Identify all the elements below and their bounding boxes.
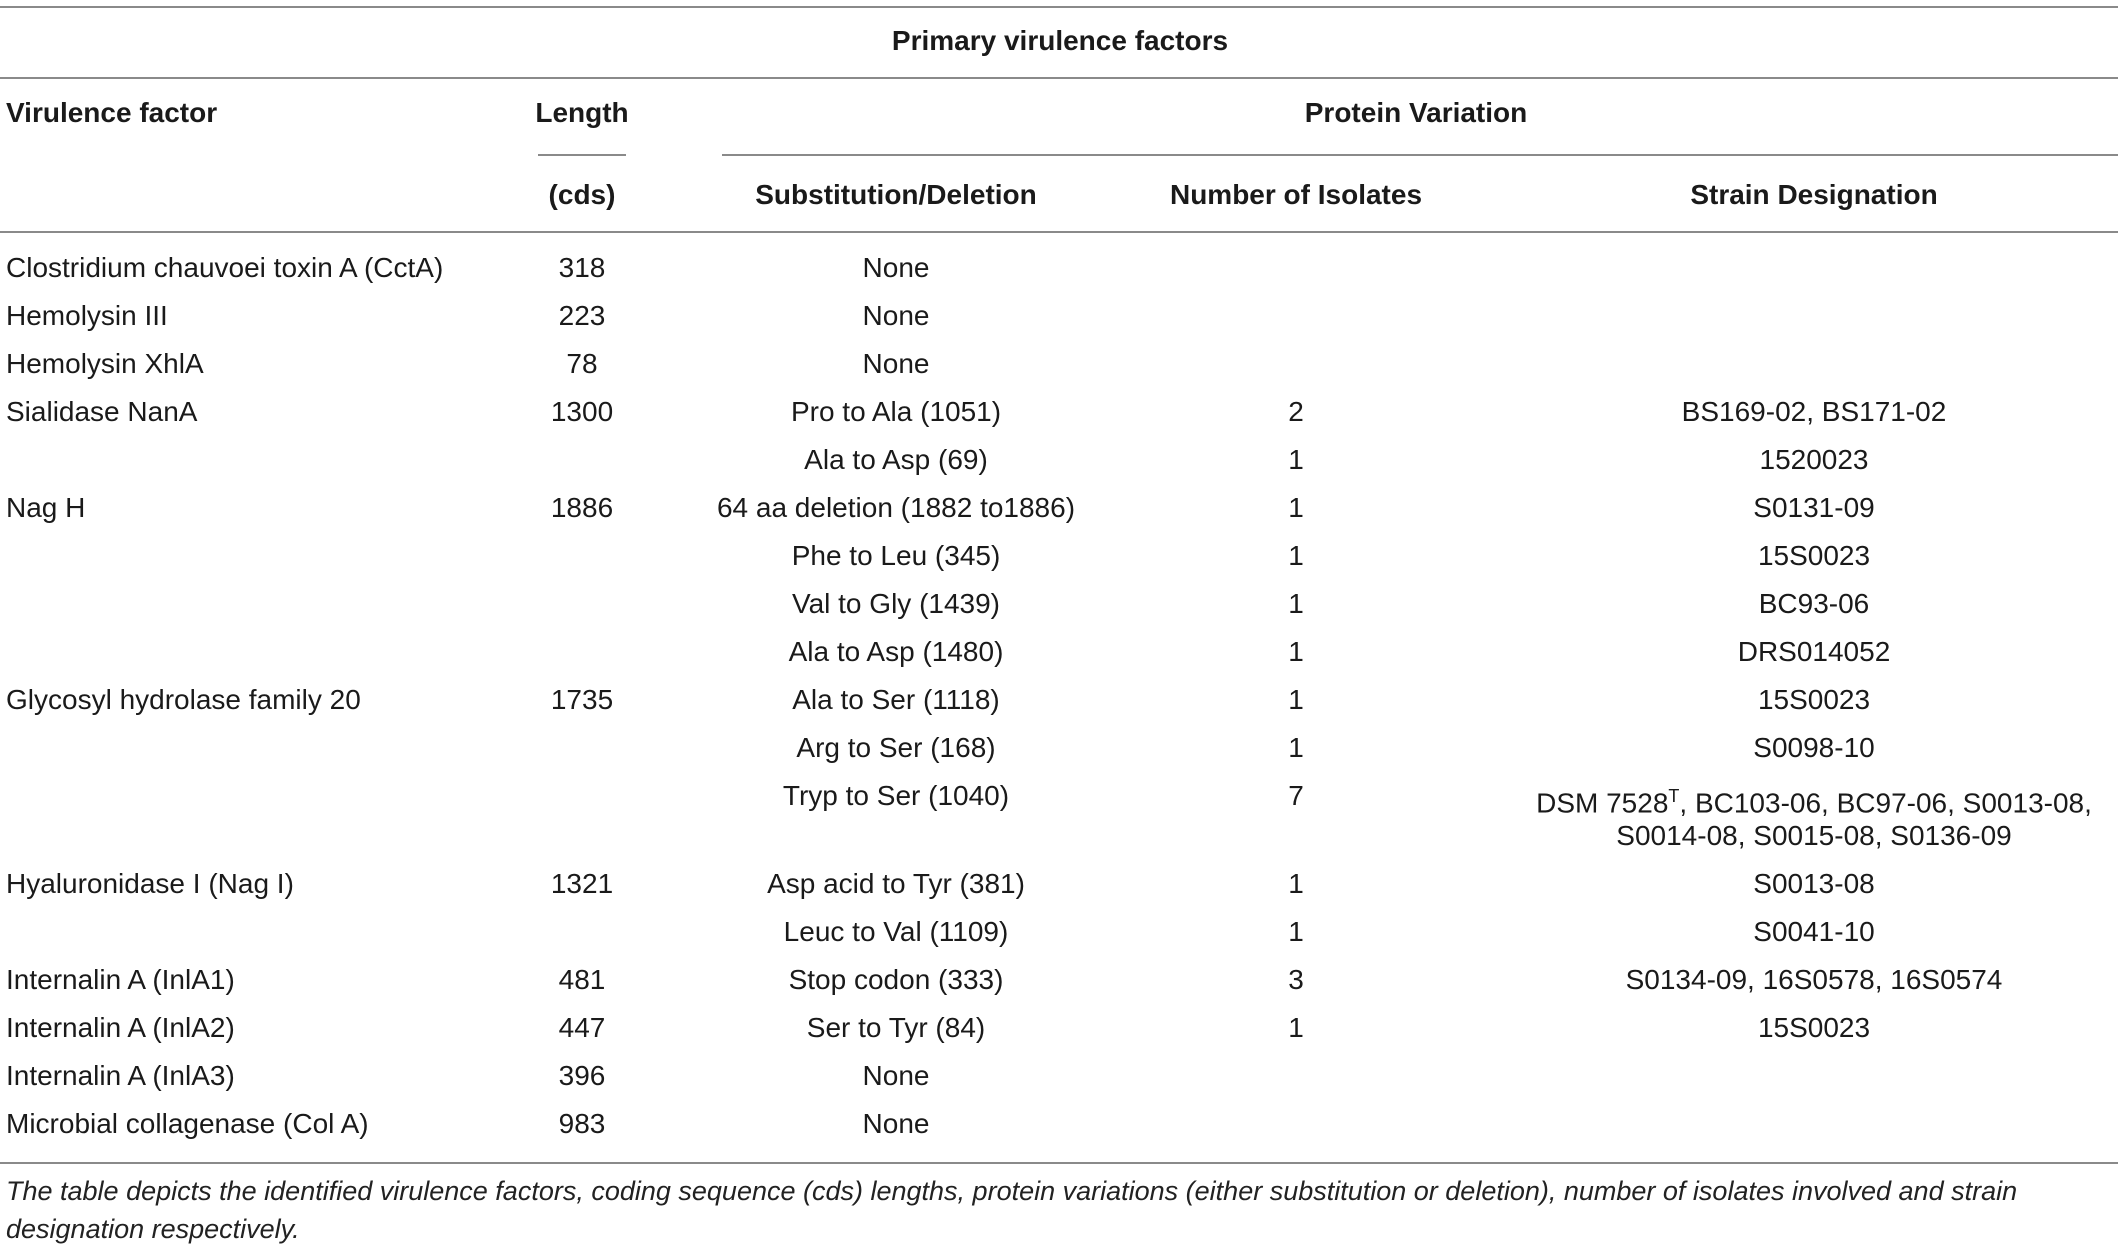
isolates-cell: 3 <box>1288 964 1304 995</box>
length-cell: 1886 <box>550 492 614 523</box>
strain-cell: DRS014052 <box>1737 636 1891 667</box>
table-title: Primary virulence factors <box>891 25 1229 56</box>
strain-cell: S0013-08 <box>1753 868 1875 899</box>
header-length-unit: (cds) <box>548 179 616 210</box>
virulence-factor-cell: Internalin A (InlA2) <box>6 1012 235 1043</box>
length-cell: 1300 <box>550 396 614 427</box>
virulence-factor-cell: Clostridium chauvoei toxin A (CctA) <box>6 252 444 283</box>
isolates-cell: 1 <box>1288 444 1304 475</box>
virulence-factor-cell: Hemolysin III <box>6 300 168 331</box>
length-cell: 78 <box>566 348 598 379</box>
type-strain-superscript: T <box>1668 786 1680 806</box>
substitution-cell: None <box>862 1108 930 1139</box>
isolates-cell: 1 <box>1288 636 1304 667</box>
strain-cell: 1520023 <box>1759 444 1869 475</box>
strain-cell: S0131-09 <box>1753 492 1875 523</box>
substitution-cell: None <box>862 348 930 379</box>
strain-cell: S0134-09, 16S0578, 16S0574 <box>1625 964 2003 995</box>
substitution-cell: 64 aa deletion (1882 to1886) <box>716 492 1076 523</box>
isolates-cell: 1 <box>1288 732 1304 763</box>
header-strain: Strain Designation <box>1690 179 1938 210</box>
substitution-cell: Ala to Ser (1118) <box>792 684 1000 715</box>
virulence-factor-cell: Sialidase NanA <box>6 396 198 427</box>
virulence-factor-cell: Internalin A (InlA3) <box>6 1060 235 1091</box>
substitution-cell: None <box>862 1060 930 1091</box>
substitution-cell: Ser to Tyr (84) <box>806 1012 986 1043</box>
strain-cell: BC93-06 <box>1758 588 1870 619</box>
header-bottom-rule <box>0 231 2118 233</box>
strain-cell: S0098-10 <box>1753 732 1875 763</box>
virulence-factor-cell: Internalin A (InlA1) <box>6 964 235 995</box>
header-isolates: Number of Isolates <box>1169 179 1423 210</box>
substitution-cell: None <box>862 300 930 331</box>
virulence-factor-cell: Hemolysin XhlA <box>6 348 204 379</box>
length-subrule <box>538 154 626 156</box>
isolates-cell: 1 <box>1288 588 1304 619</box>
substitution-cell: None <box>862 252 930 283</box>
substitution-cell: Leuc to Val (1109) <box>783 916 1009 947</box>
strain-cell: S0041-10 <box>1753 916 1875 947</box>
header-protein-variation: Protein Variation <box>1304 97 1528 128</box>
isolates-cell: 7 <box>1288 780 1304 811</box>
length-cell: 481 <box>558 964 606 995</box>
virulence-factor-cell: Glycosyl hydrolase family 20 <box>6 684 361 715</box>
protein-variation-subrule <box>722 154 2118 156</box>
length-cell: 1321 <box>550 868 614 899</box>
substitution-cell: Val to Gly (1439) <box>791 588 1001 619</box>
title-rule <box>0 77 2118 79</box>
strain-text: DSM 7528 <box>1536 787 1669 819</box>
length-cell: 1735 <box>550 684 614 715</box>
isolates-cell: 1 <box>1288 916 1304 947</box>
strain-cell: 15S0023 <box>1757 684 1871 715</box>
substitution-cell: Asp acid to Tyr (381) <box>767 868 1025 899</box>
strain-text: , BC103-06, BC97-06, S0013-08, <box>1679 787 2092 819</box>
substitution-cell: Stop codon (333) <box>788 964 1004 995</box>
strain-cell <box>1536 779 2092 820</box>
isolates-cell: 2 <box>1288 396 1304 427</box>
length-cell: 983 <box>558 1108 606 1139</box>
substitution-cell: Phe to Leu (345) <box>791 540 1001 571</box>
isolates-cell: 1 <box>1288 540 1304 571</box>
substitution-cell: Pro to Ala (1051) <box>790 396 1002 427</box>
length-cell: 318 <box>558 252 606 283</box>
strain-cell-continued: S0014-08, S0015-08, S0136-09 <box>1616 820 2012 851</box>
header-virulence-factor: Virulence factor <box>6 97 218 128</box>
substitution-cell: Ala to Asp (69) <box>804 444 988 475</box>
substitution-cell: Arg to Ser (168) <box>796 732 996 763</box>
bottom-rule <box>0 1162 2118 1164</box>
virulence-factor-cell: Hyaluronidase I (Nag I) <box>6 868 294 899</box>
length-cell: 396 <box>558 1060 606 1091</box>
virulence-factor-cell: Nag H <box>6 492 86 523</box>
header-substitution: Substitution/Deletion <box>755 179 1037 210</box>
substitution-cell: Tryp to Ser (1040) <box>782 780 1010 811</box>
isolates-cell: 1 <box>1288 492 1304 523</box>
strain-cell: 15S0023 <box>1757 1012 1871 1043</box>
virulence-factor-cell: Microbial collagenase (Col A) <box>6 1108 369 1139</box>
table-footnote: The table depicts the identified virulence factors, coding sequence (cds) lengths, protein variations (either substitution or deletion), number of isolates involved and strain designation respectively. <box>6 1176 2018 1244</box>
length-cell: 447 <box>558 1012 606 1043</box>
strain-cell: 15S0023 <box>1757 540 1871 571</box>
top-rule <box>0 6 2118 8</box>
substitution-cell: Ala to Asp (1480) <box>788 636 1004 667</box>
length-cell: 223 <box>558 300 606 331</box>
isolates-cell: 1 <box>1288 1012 1304 1043</box>
isolates-cell: 1 <box>1288 868 1304 899</box>
strain-cell: BS169-02, BS171-02 <box>1681 396 1947 427</box>
header-length: Length <box>535 97 629 128</box>
isolates-cell: 1 <box>1288 684 1304 715</box>
